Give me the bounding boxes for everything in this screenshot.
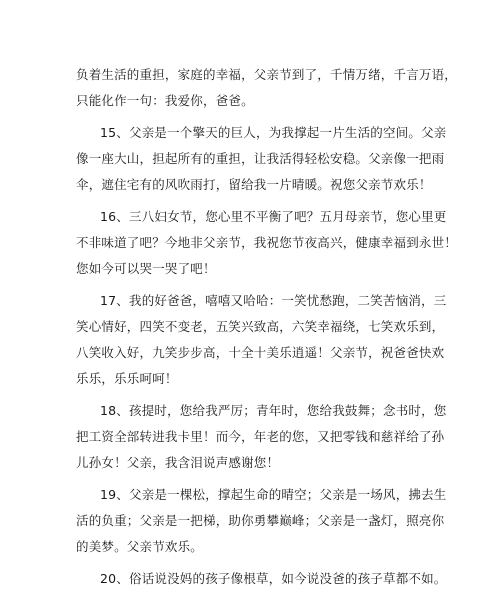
text-line: 15、父亲是一个擎天的巨人，为我撑起一片生活的空间。父亲	[100, 125, 447, 140]
paragraph-17	[76, 288, 447, 392]
text-line: 把工资全部转进我卡里！而今，年老的您，又把零钱和慈祥给了孙	[76, 429, 445, 444]
text-line: 活的负重；父亲是一把梯，助你勇攀巅峰；父亲是一盏灯，照亮你	[76, 513, 445, 528]
paragraph-14-continued	[76, 62, 458, 114]
text-line: 的美梦。父亲节欢乐。	[76, 539, 204, 554]
paragraph-15	[76, 120, 447, 198]
text-line: 20、俗话说没妈的孩子像根草，如今说没爸的孩子草都不如。	[100, 571, 447, 586]
document-body	[76, 62, 458, 598]
text-line: 乐乐，乐乐呵呵！	[76, 371, 178, 386]
text-line: 17、我的好爸爸，嘻嘻又哈哈：一笑忧愁跑，二笑苦恼消，三	[100, 293, 447, 308]
text-line: 伞，遮住宅有的风吹雨打，留给我一片晴暖。祝您父亲节欢乐！	[76, 177, 432, 192]
text-line: 16、三八妇女节，您心里不平衡了吧？五月母亲节，您心里更	[100, 209, 447, 224]
text-line: 像一座大山，担起所有的重担，让我活得轻松安稳。父亲像一把雨	[76, 151, 445, 166]
paragraph-16	[76, 204, 458, 282]
text-line: 18、孩提时，您给我严厉；青年时，您给我鼓舞；念书时，您	[100, 403, 447, 418]
text-line: 笑心情好，四笑不变老，五笑兴致高，六笑幸福绕，七笑欢乐到，	[76, 319, 445, 334]
text-line: 儿孙女！父亲，我含泪说声感谢您！	[76, 455, 280, 470]
paragraph-18	[76, 398, 447, 476]
text-line: 八笑收入好，九笑步步高，十全十美乐逍遥！父亲节，祝爸爸快欢	[76, 345, 445, 360]
text-line: 19、父亲是一棵松，撑起生命的晴空；父亲是一场风，拂去生	[100, 487, 447, 502]
text-line: 只能化作一句：我爱你，爸爸。	[76, 93, 254, 108]
text-line: 您如今可以哭一哭了吧！	[76, 261, 216, 276]
text-line: 不非味道了吧？今地非父亲节，我祝您节夜高兴，健康幸福到永世！	[76, 235, 458, 250]
paragraph-20	[76, 566, 447, 592]
text-line: 负着生活的重担，家庭的幸福，父亲节到了，千情万绪，千言万语，	[76, 67, 458, 82]
paragraph-19	[76, 482, 447, 560]
